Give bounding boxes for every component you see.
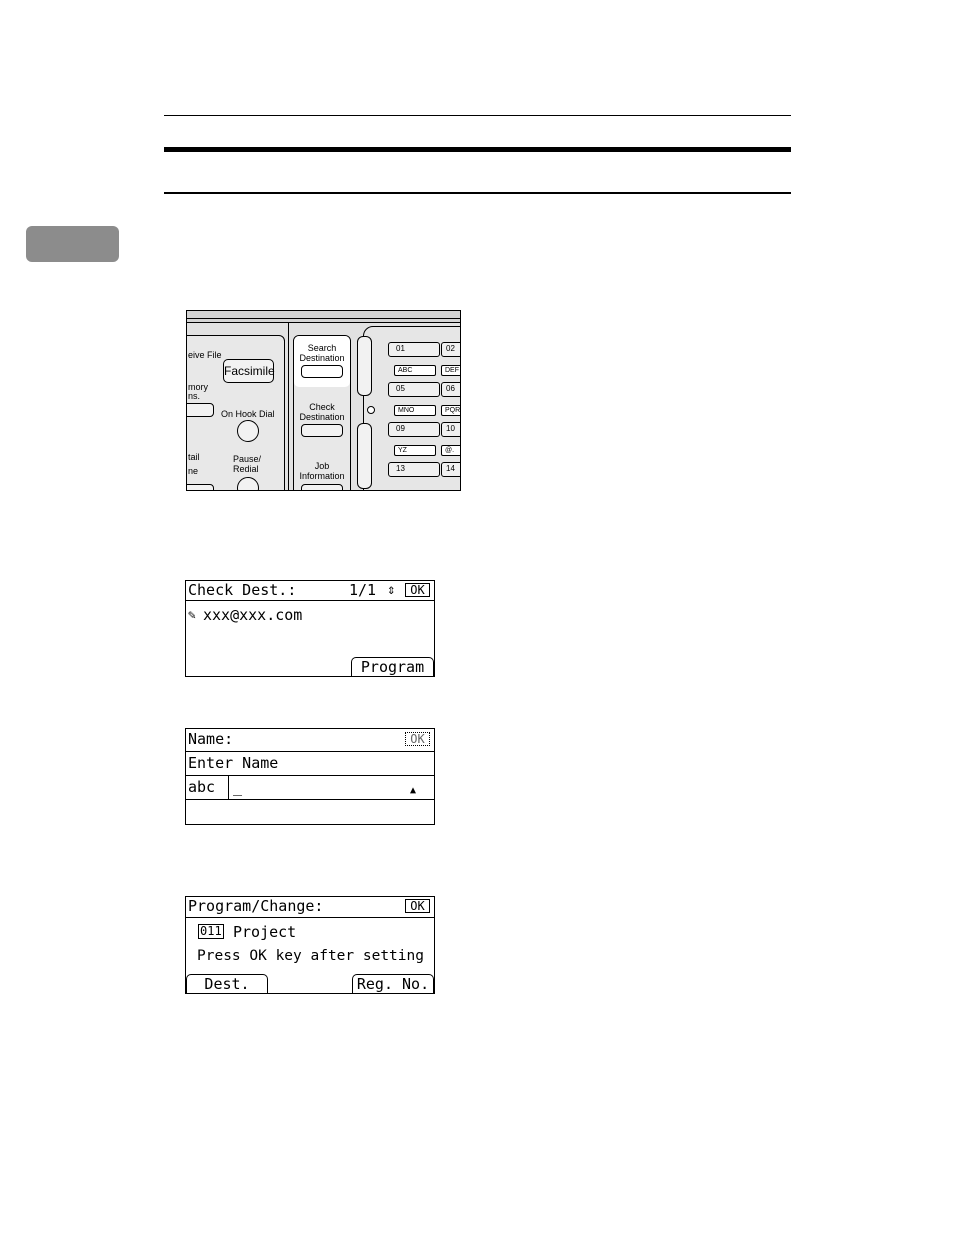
- destination-email: xxx@xxx.com: [203, 606, 303, 624]
- job-information-key[interactable]: [301, 484, 343, 491]
- one-touch-key-06[interactable]: 06: [441, 382, 461, 397]
- lcd-title-row: [186, 729, 434, 752]
- lcd-title-row: [186, 897, 434, 918]
- pause-redial-label-1: Pause/: [233, 454, 262, 464]
- chapter-side-tab: [26, 226, 119, 262]
- memory-label-1: mory: [188, 382, 208, 392]
- flip-plate-indicator: [367, 406, 375, 414]
- check-destination-key[interactable]: [301, 424, 343, 437]
- one-touch-key-05[interactable]: 05: [388, 382, 440, 397]
- check-destination-label-2: Destination: [299, 412, 345, 422]
- job-information-label-1: Job: [314, 461, 330, 471]
- detail-key[interactable]: [186, 484, 214, 491]
- search-destination-label-1: Search: [307, 343, 337, 353]
- letter-key-pqr[interactable]: PQR: [441, 405, 461, 416]
- enter-name-prompt: Enter Name: [188, 754, 279, 772]
- on-hook-dial-key[interactable]: [237, 420, 259, 442]
- detail-label-1: tail: [188, 452, 200, 462]
- header-bottom-rule: [164, 192, 791, 194]
- page-indicator: 1/1: [349, 581, 377, 599]
- panel-top-band: [187, 311, 460, 323]
- one-touch-key-01[interactable]: 01: [388, 342, 440, 357]
- program-change-title: Program/Change:: [188, 897, 324, 915]
- memory-key[interactable]: [186, 403, 214, 417]
- one-touch-key-09[interactable]: 09: [388, 422, 440, 437]
- pause-redial-label-2: Redial: [233, 464, 259, 474]
- prompt-row: [186, 752, 434, 776]
- message-row: [186, 947, 434, 967]
- destination-entry[interactable]: [186, 606, 434, 626]
- lcd-check-destination: [185, 580, 435, 677]
- panel-top-line: [187, 318, 460, 319]
- letter-key-abc[interactable]: ABC: [394, 365, 436, 376]
- check-destination-label-1: Check: [309, 402, 335, 412]
- panel-divider: [288, 323, 289, 491]
- entry-row: [186, 923, 434, 943]
- one-touch-key-13[interactable]: 13: [388, 462, 440, 477]
- one-touch-key-14[interactable]: 14: [441, 462, 461, 477]
- one-touch-key-10[interactable]: 10: [441, 422, 461, 437]
- search-destination-key[interactable]: [301, 365, 343, 378]
- letter-key-yz[interactable]: YZ: [394, 445, 436, 456]
- ok-key[interactable]: OK: [405, 899, 430, 913]
- lcd-program-change: [185, 896, 435, 994]
- input-divider: [228, 776, 229, 799]
- ok-key-disabled[interactable]: OK: [405, 732, 430, 746]
- header-thick-rule: [164, 147, 791, 152]
- entry-name: Project: [233, 923, 297, 941]
- input-row: [186, 776, 434, 800]
- letter-key-def[interactable]: DEF: [441, 365, 461, 376]
- lcd-title-row: [186, 581, 434, 601]
- scroll-arrows-icon: ⇕: [387, 582, 396, 598]
- control-panel-illustration: [186, 310, 461, 491]
- scroll-up-icon: ▲: [410, 785, 417, 796]
- memory-label-2: ns.: [188, 391, 201, 401]
- instruction-message: Press OK key after setting: [197, 948, 424, 964]
- search-destination-label-2: Destination: [299, 353, 345, 363]
- program-softkey[interactable]: Program: [351, 657, 434, 676]
- name-input-field[interactable]: _: [233, 778, 243, 796]
- input-mode: abc: [188, 778, 216, 796]
- one-touch-flip-plate-upper[interactable]: [357, 336, 372, 396]
- header-thin-rule: [164, 115, 791, 116]
- letter-key-at[interactable]: @.: [441, 445, 461, 456]
- ok-key[interactable]: OK: [405, 583, 430, 597]
- detail-label-2: ne: [188, 466, 199, 476]
- job-information-label-2: Information: [299, 471, 345, 481]
- one-touch-flip-plate-lower[interactable]: [357, 423, 372, 489]
- facsimile-key[interactable]: Facsimile: [223, 359, 274, 383]
- name-title: Name:: [188, 730, 234, 748]
- dest-softkey[interactable]: Dest.: [186, 974, 268, 993]
- reg-no-softkey[interactable]: Reg. No.: [352, 974, 434, 993]
- email-destination-icon: ✎: [188, 608, 196, 623]
- receive-file-label: eive File: [188, 350, 222, 360]
- on-hook-dial-label: On Hook Dial: [221, 409, 275, 419]
- lcd-name-entry: [185, 728, 435, 825]
- check-dest-title: Check Dest.:: [188, 581, 297, 599]
- one-touch-key-02[interactable]: 02: [441, 342, 461, 357]
- registration-number-badge: 011: [200, 924, 222, 938]
- letter-key-mno[interactable]: MNO: [394, 405, 436, 416]
